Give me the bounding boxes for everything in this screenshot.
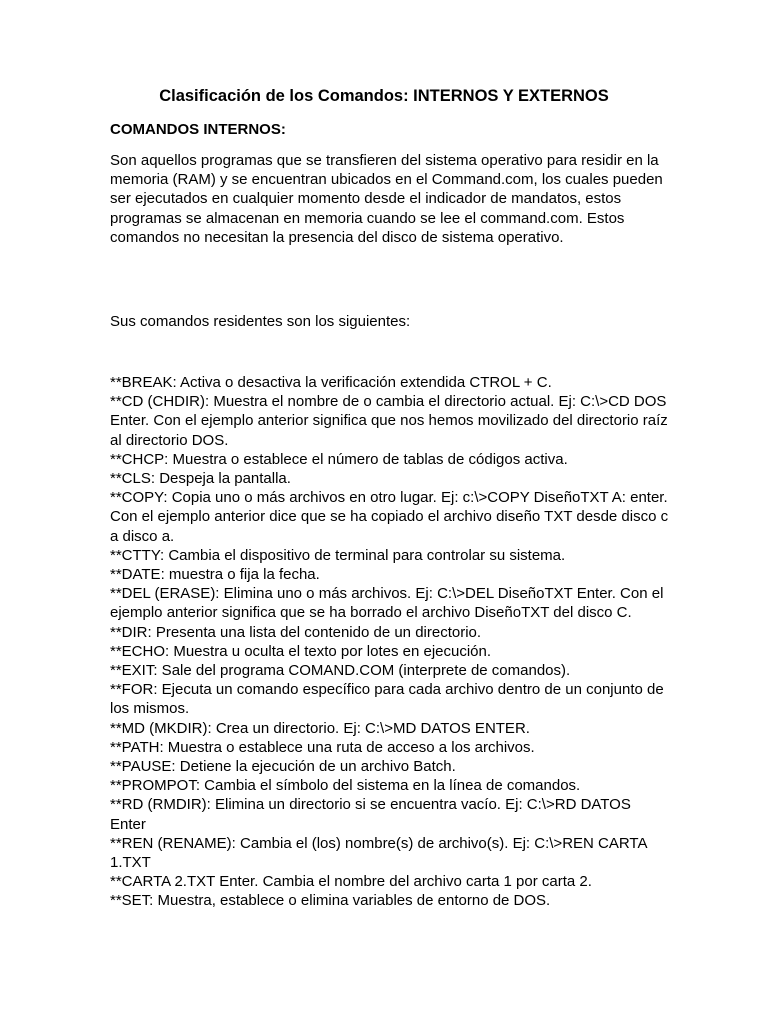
section-heading: COMANDOS INTERNOS: — [110, 121, 286, 138]
command-item: **PATH: Muestra o establece una ruta de acceso a los archivos. — [110, 738, 535, 756]
command-item: **CD (CHDIR): Muestra el nombre de o cambia el directorio actual. Ej: C:\>CD DOS Enter. Con el ejemplo anterior significa que nos hemos movilizado del directorio raíz al directorio DOS. — [110, 393, 668, 449]
command-list — [110, 373, 670, 911]
command-item: **PROMPOT: Cambia el símbolo del sistema en la línea de comandos. — [110, 777, 581, 795]
command-item: **BREAK: Activa o desactiva la verificación extendida CTROL + C. — [110, 374, 552, 391]
intro-paragraph: Son aquellos programas que se transfieren del sistema operativo para residir en la memoria (RAM) y se encuentran ubicados en el Command.com, los cuales pueden ser ejecutados en cualquier momento desde el indicador de mandatos, estos programas se almacenan en memoria cuando se lee el command.com. Estos comandos no necesitan la presencia del disco de sistema operativo. — [110, 152, 663, 246]
command-item: **MD (MKDIR): Crea un directorio. Ej: C:\>MD DATOS ENTER. — [110, 719, 530, 737]
command-item: **FOR: Ejecuta un comando específico para cada archivo dentro de un conjunto de los mismos. — [110, 681, 664, 718]
command-item: **CARTA 2.TXT Enter. Cambia el nombre del archivo carta 1 por carta 2. — [110, 873, 592, 891]
command-item: **CLS: Despeja la pantalla. — [110, 470, 291, 488]
command-item: **ECHO: Muestra u oculta el texto por lotes en ejecución. — [110, 642, 492, 660]
command-item: **DATE: muestra o fija la fecha. — [110, 566, 320, 584]
command-item: **RD (RMDIR): Elimina un directorio si se encuentra vacío. Ej: C:\>RD DATOS Enter — [110, 796, 631, 833]
command-item: **CHCP: Muestra o establece el número de tablas de códigos activa. — [110, 450, 568, 468]
command-item: **PAUSE: Detiene la ejecución de un archivo Batch. — [110, 758, 456, 776]
command-item: **COPY: Copia uno o más archivos en otro lugar. Ej: c:\>COPY DiseñoTXT A: enter. Con el ejemplo anterior dice que se ha copiado el archivo diseño TXT desde disco c a disco a. — [110, 489, 669, 545]
command-item: **DEL (ERASE): Elimina uno o más archivos. Ej: C:\>DEL DiseñoTXT Enter. Con el ejemplo anterior significa que se ha borrado el archivo DiseñoTXT del disco C. — [110, 585, 664, 622]
lead-paragraph: Sus comandos residentes son los siguientes: — [110, 313, 411, 330]
command-item: **EXIT: Sale del programa COMAND.COM (interprete de comandos). — [110, 662, 571, 680]
command-item: **REN (RENAME): Cambia el (los) nombre(s) de archivo(s). Ej: C:\>REN CARTA 1.TXT — [110, 834, 647, 872]
document-title: Clasificación de los Comandos: INTERNOS Y EXTERNOS — [159, 87, 609, 105]
command-item: **SET: Muestra, establece o elimina variables de entorno de DOS. — [110, 892, 551, 910]
command-item: **CTTY: Cambia el dispositivo de terminal para controlar su sistema. — [110, 546, 566, 564]
command-item: **DIR: Presenta una lista del contenido de un directorio. — [110, 623, 482, 641]
